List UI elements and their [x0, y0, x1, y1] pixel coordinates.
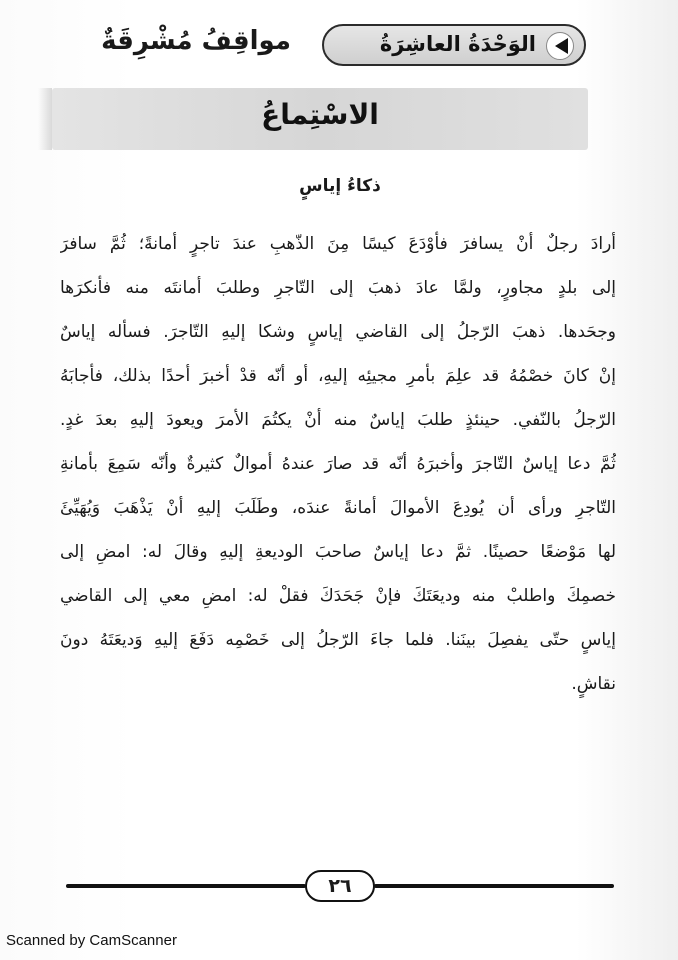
unit-title: الوَحْدَةُ العاشِرَةُ [379, 32, 536, 56]
scanner-watermark: Scanned by CamScanner [6, 932, 177, 949]
unit-banner [322, 24, 586, 66]
footer-rule-right [374, 884, 614, 888]
text-line: خصمِكَ واطلبْ منه وديعَتَكَ فإنْ جَحَدَكَ فقلْ له: امضِ معي إلى القاضي [60, 586, 616, 606]
story-title: ذكاءُ إياسٍ [299, 176, 381, 196]
text-line: الرّجلُ بالنّفي. حينئذٍ طلبَ إياسٌ منه أنْ يكتُمَ الأمرَ ويعودَ إليهِ بعدَ غدٍ. [60, 410, 616, 430]
text-line: أرادَ رجلٌ أنْ يسافرَ فأوْدَعَ كيسًا مِنَ الذّهبِ عندَ تاجرٍ أمانةً؛ ثُمَّ سافرَ [60, 234, 616, 254]
text-line: نقاشٍ. [571, 674, 616, 694]
story-text [60, 222, 616, 706]
text-line: ثُمَّ دعا إياسٌ التّاجرَ وأخبرَهُ أنّه قد صارَ عندهُ أموالٌ كثيرةٌ وأنّه سَمِعَ بأمانةِ [60, 454, 616, 474]
text-line: إلى بلدٍ مجاورٍ، ولمَّا عادَ ذهبَ إلى التّاجرِ وطلبَ أمانتَه منه فأنكرَها [60, 278, 616, 298]
text-line: إياسٍ حتّى يفصِلَ بينَنا. فلما جاءَ الرّجلُ إلى خَصْمِه دَفَعَ إليهِ وَديعَتَهُ دونَ [60, 630, 616, 650]
page-number: ٢٦ [305, 870, 375, 902]
footer-rule-left [66, 884, 306, 888]
section-banner [52, 88, 588, 150]
section-title: الاسْتِماعُ [261, 98, 379, 131]
text-line: لها مَوْضعًا حصينًا. ثمَّ دعا إياسٌ صاحبَ الوديعةِ إليهِ وقالَ له: امضِ إلى [60, 542, 616, 562]
play-triangle-icon [546, 32, 574, 60]
text-line: إنْ كانَ خصْمُهُ قد علِمَ بأمرِ مجيئِه إليهِ، أو أنّه قدْ أخبرَ أحدًا بذلك، فأجابَهُ [60, 366, 616, 386]
text-line: وجحَدها. ذهبَ الرّجلُ إلى القاضي إياسٍ وشكا إليهِ التّاجرَ. فسأله إياسٌ [60, 322, 616, 342]
text-line: التّاجرِ ورأى أن يُودِعَ الأموالَ أمانةً عندَه، وطَلَبَ إليهِ أنْ يَذْهَبَ وَيُهَيِّئَ [60, 498, 616, 518]
book-title: مواقِفُ مُشْرِقَةٌ [101, 26, 291, 56]
